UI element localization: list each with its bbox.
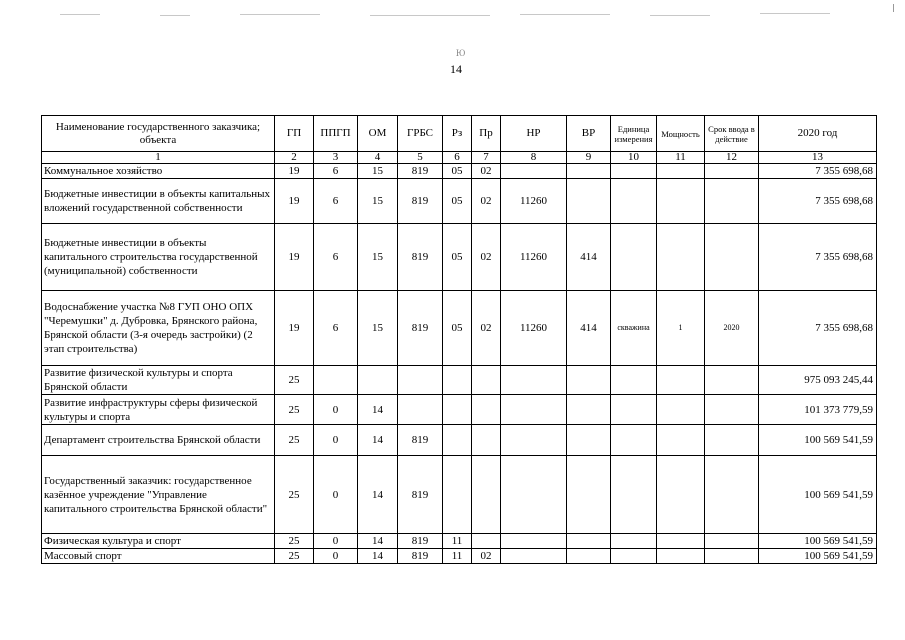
table-row [42, 291, 877, 366]
code-cell [501, 456, 567, 534]
table-row [42, 425, 877, 456]
code-cell: 819 [398, 534, 443, 549]
amount-cell: 100 569 541,59 [759, 534, 877, 549]
code-cell [443, 395, 472, 425]
code-cell: 6 [314, 179, 358, 224]
code-cell [398, 366, 443, 395]
code-cell: 14 [358, 395, 398, 425]
column-number: 5 [398, 152, 443, 164]
code-cell: 819 [398, 164, 443, 179]
code-cell [472, 456, 501, 534]
code-cell [567, 549, 611, 564]
code-cell [657, 395, 705, 425]
scan-edge-mark [893, 4, 894, 12]
column-number: 2 [275, 152, 314, 164]
code-cell [705, 534, 759, 549]
object-name-cell: Физическая культура и спорт [42, 534, 275, 549]
code-cell [472, 366, 501, 395]
table-header-row [42, 116, 877, 152]
object-name-cell: Массовый спорт [42, 549, 275, 564]
code-cell [657, 456, 705, 534]
code-cell: 1 [657, 291, 705, 366]
code-cell: 0 [314, 456, 358, 534]
code-cell [611, 425, 657, 456]
header-cell: ВР [567, 116, 611, 152]
budget-table [41, 115, 877, 564]
table-row [42, 456, 877, 534]
code-cell: 11 [443, 549, 472, 564]
table-row [42, 366, 877, 395]
code-cell: 14 [358, 425, 398, 456]
scan-artifact-line [0, 12, 905, 18]
object-name-cell: Бюджетные инвестиции в объекты капитального строительства государственной (муниципальной) собственности [42, 224, 275, 291]
code-cell [567, 395, 611, 425]
code-cell: 0 [314, 534, 358, 549]
object-name-cell: Государственный заказчик: государственное казённое учреждение "Управление капитального строительства Брянской области" [42, 456, 275, 534]
code-cell: 25 [275, 549, 314, 564]
code-cell: 11260 [501, 224, 567, 291]
code-cell: 414 [567, 291, 611, 366]
code-cell: 25 [275, 366, 314, 395]
code-cell: 14 [358, 456, 398, 534]
header-cell: Единица измерения [611, 116, 657, 152]
header-cell: Наименование государственного заказчика; объекта [42, 116, 275, 152]
amount-cell: 7 355 698,68 [759, 164, 877, 179]
column-number: 7 [472, 152, 501, 164]
code-cell: 0 [314, 549, 358, 564]
code-cell: 15 [358, 291, 398, 366]
code-cell: 19 [275, 224, 314, 291]
page-number: 14 [450, 62, 462, 76]
code-cell [314, 366, 358, 395]
code-cell: 15 [358, 179, 398, 224]
object-name-cell: Развитие инфраструктуры сферы физической культуры и спорта [42, 395, 275, 425]
code-cell: 0 [314, 425, 358, 456]
code-cell [501, 366, 567, 395]
code-cell [567, 425, 611, 456]
header-cell: Мощность [657, 116, 705, 152]
code-cell [472, 534, 501, 549]
table-row [42, 549, 877, 564]
column-number: 6 [443, 152, 472, 164]
code-cell: 11 [443, 534, 472, 549]
code-cell [657, 224, 705, 291]
header-cell: ОМ [358, 116, 398, 152]
code-cell: 14 [358, 549, 398, 564]
code-cell [705, 164, 759, 179]
code-cell [443, 366, 472, 395]
column-number: 10 [611, 152, 657, 164]
code-cell: 11260 [501, 291, 567, 366]
code-cell [705, 179, 759, 224]
code-cell: 25 [275, 534, 314, 549]
code-cell: 02 [472, 164, 501, 179]
code-cell [705, 366, 759, 395]
code-cell: 11260 [501, 179, 567, 224]
code-cell: 2020 [705, 291, 759, 366]
amount-cell: 101 373 779,59 [759, 395, 877, 425]
code-cell [501, 425, 567, 456]
code-cell [567, 456, 611, 534]
column-number: 1 [42, 152, 275, 164]
code-cell: 6 [314, 224, 358, 291]
code-cell [567, 179, 611, 224]
code-cell [358, 366, 398, 395]
code-cell: 19 [275, 291, 314, 366]
header-cell: НР [501, 116, 567, 152]
code-cell [567, 164, 611, 179]
code-cell: 02 [472, 224, 501, 291]
code-cell [705, 425, 759, 456]
object-name-cell: Коммунальное хозяйство [42, 164, 275, 179]
code-cell: 02 [472, 179, 501, 224]
column-number: 4 [358, 152, 398, 164]
code-cell [611, 179, 657, 224]
code-cell [472, 395, 501, 425]
code-cell: 819 [398, 291, 443, 366]
code-cell [657, 366, 705, 395]
code-cell: 25 [275, 395, 314, 425]
object-name-cell: Развитие физической культуры и спорта Брянской области [42, 366, 275, 395]
code-cell [611, 164, 657, 179]
code-cell [398, 395, 443, 425]
code-cell [443, 456, 472, 534]
code-cell [657, 179, 705, 224]
code-cell: 819 [398, 224, 443, 291]
amount-cell: 7 355 698,68 [759, 291, 877, 366]
code-cell: 05 [443, 164, 472, 179]
code-cell [657, 425, 705, 456]
code-cell [705, 456, 759, 534]
code-cell: 0 [314, 395, 358, 425]
amount-cell: 7 355 698,68 [759, 179, 877, 224]
code-cell [611, 549, 657, 564]
header-cell: Пр [472, 116, 501, 152]
code-cell: 15 [358, 224, 398, 291]
code-cell: 6 [314, 291, 358, 366]
code-cell: 25 [275, 456, 314, 534]
amount-cell: 100 569 541,59 [759, 425, 877, 456]
column-number-row [42, 152, 877, 164]
column-number: 12 [705, 152, 759, 164]
table-row [42, 534, 877, 549]
column-number: 3 [314, 152, 358, 164]
object-name-cell: Департамент строительства Брянской области [42, 425, 275, 456]
column-number: 11 [657, 152, 705, 164]
code-cell [501, 534, 567, 549]
code-cell [611, 224, 657, 291]
table-row [42, 164, 877, 179]
object-name-cell: Бюджетные инвестиции в объекты капитальных вложений государственной собственности [42, 179, 275, 224]
code-cell: 19 [275, 179, 314, 224]
table-row [42, 224, 877, 291]
code-cell [611, 456, 657, 534]
code-cell [705, 395, 759, 425]
code-cell [567, 366, 611, 395]
code-cell [611, 366, 657, 395]
header-cell: Срок ввода в действие [705, 116, 759, 152]
header-cell: ГРБС [398, 116, 443, 152]
code-cell [611, 534, 657, 549]
code-cell: скважина [611, 291, 657, 366]
table-row [42, 179, 877, 224]
code-cell: 02 [472, 549, 501, 564]
code-cell: 25 [275, 425, 314, 456]
code-cell: 19 [275, 164, 314, 179]
object-name-cell: Водоснабжение участка №8 ГУП ОНО ОПХ "Черемушки" д. Дубровка, Брянского района, Брянской области (3-я очередь застройки) (2 этап строительства) [42, 291, 275, 366]
code-cell: 14 [358, 534, 398, 549]
code-cell: 15 [358, 164, 398, 179]
code-cell [501, 164, 567, 179]
code-cell [501, 395, 567, 425]
code-cell [611, 395, 657, 425]
code-cell: 819 [398, 425, 443, 456]
code-cell [705, 224, 759, 291]
code-cell: 05 [443, 224, 472, 291]
column-number: 9 [567, 152, 611, 164]
code-cell [567, 534, 611, 549]
header-cell: ППГП [314, 116, 358, 152]
code-cell [657, 549, 705, 564]
code-cell: 819 [398, 179, 443, 224]
amount-cell: 7 355 698,68 [759, 224, 877, 291]
code-cell [657, 534, 705, 549]
header-cell: Рз [443, 116, 472, 152]
page-mark: Ю [456, 48, 466, 58]
column-number: 13 [759, 152, 877, 164]
code-cell [443, 425, 472, 456]
code-cell [501, 549, 567, 564]
code-cell: 414 [567, 224, 611, 291]
column-number: 8 [501, 152, 567, 164]
code-cell [472, 425, 501, 456]
code-cell [657, 164, 705, 179]
code-cell: 05 [443, 291, 472, 366]
code-cell: 819 [398, 549, 443, 564]
code-cell: 819 [398, 456, 443, 534]
code-cell: 02 [472, 291, 501, 366]
amount-cell: 100 569 541,59 [759, 549, 877, 564]
header-cell: ГП [275, 116, 314, 152]
code-cell: 6 [314, 164, 358, 179]
header-cell: 2020 год [759, 116, 877, 152]
code-cell: 05 [443, 179, 472, 224]
amount-cell: 100 569 541,59 [759, 456, 877, 534]
table-row [42, 395, 877, 425]
amount-cell: 975 093 245,44 [759, 366, 877, 395]
code-cell [705, 549, 759, 564]
